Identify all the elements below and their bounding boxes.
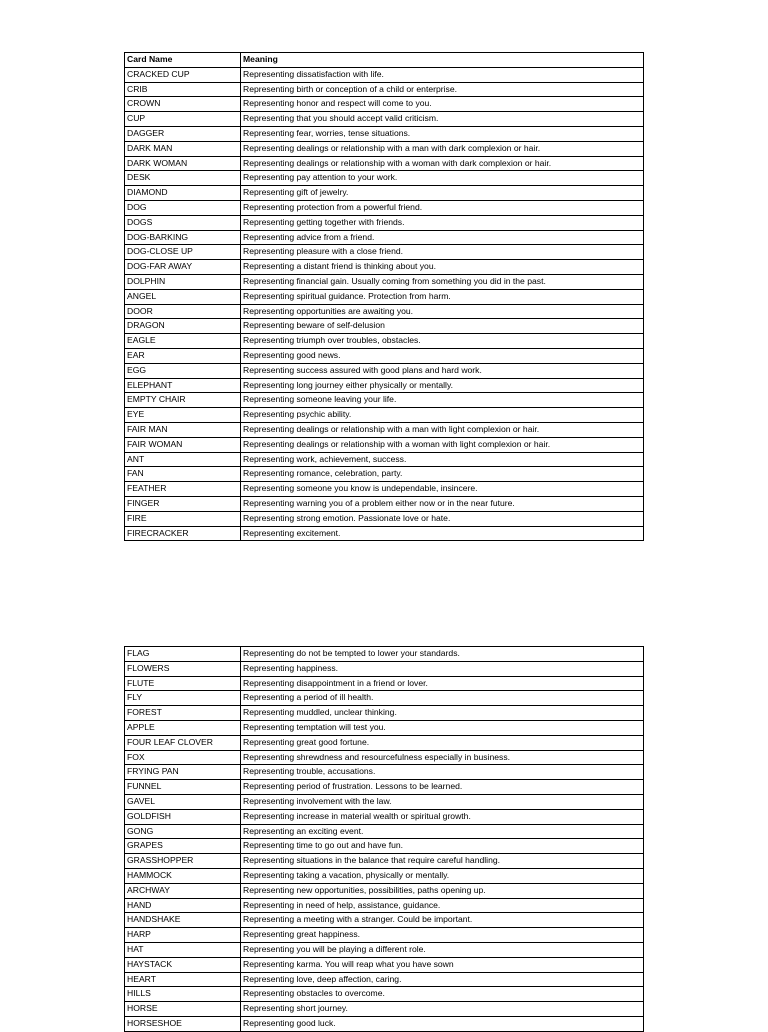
meaning-cell: Representing someone you know is undependable, insincere. [241, 482, 644, 497]
card-name-cell: DOG-BARKING [125, 230, 241, 245]
card-name-cell: CROWN [125, 97, 241, 112]
card-name-cell: FIRE [125, 511, 241, 526]
card-name-cell: EMPTY CHAIR [125, 393, 241, 408]
meaning-cell: Representing temptation will test you. [241, 720, 644, 735]
meaning-cell: Representing trouble, accusations. [241, 765, 644, 780]
meaning-cell: Representing increase in material wealth or spiritual growth. [241, 809, 644, 824]
meaning-cell: Representing opportunities are awaiting you. [241, 304, 644, 319]
card-name-header: Card Name [125, 53, 241, 68]
meaning-cell: Representing getting together with friends. [241, 215, 644, 230]
meaning-cell: Representing disappointment in a friend or lover. [241, 676, 644, 691]
card-name-cell: HAYSTACK [125, 957, 241, 972]
card-name-cell: GRAPES [125, 839, 241, 854]
card-name-cell: FAIR WOMAN [125, 437, 241, 452]
card-name-cell: HORSESHOE [125, 1016, 241, 1031]
card-meanings-table-page-1 [124, 52, 644, 541]
table-header-row [125, 53, 644, 68]
table-row [125, 156, 644, 171]
meaning-cell: Representing new opportunities, possibilities, paths opening up. [241, 883, 644, 898]
meaning-cell: Representing beware of self-delusion [241, 319, 644, 334]
table-row [125, 720, 644, 735]
card-name-cell: FRYING PAN [125, 765, 241, 780]
card-name-cell: DOG [125, 200, 241, 215]
table-row [125, 883, 644, 898]
table-row [125, 304, 644, 319]
card-name-cell: APPLE [125, 720, 241, 735]
meaning-cell: Representing taking a vacation, physically or mentally. [241, 868, 644, 883]
card-name-cell: HAND [125, 898, 241, 913]
table-row [125, 82, 644, 97]
card-name-cell: DOOR [125, 304, 241, 319]
card-name-cell: FEATHER [125, 482, 241, 497]
meaning-cell: Representing triumph over troubles, obstacles. [241, 334, 644, 349]
meaning-cell: Representing psychic ability. [241, 408, 644, 423]
card-name-cell: HARP [125, 928, 241, 943]
card-name-cell: FLUTE [125, 676, 241, 691]
card-name-cell: DRAGON [125, 319, 241, 334]
table-row [125, 67, 644, 82]
card-name-cell: FUNNEL [125, 780, 241, 795]
table-row [125, 735, 644, 750]
card-name-cell: EAGLE [125, 334, 241, 349]
card-name-cell: DOGS [125, 215, 241, 230]
table-row [125, 171, 644, 186]
table-row [125, 141, 644, 156]
table-row [125, 482, 644, 497]
table-row [125, 200, 644, 215]
table-row [125, 245, 644, 260]
meaning-cell: Representing advice from a friend. [241, 230, 644, 245]
card-name-cell: DARK MAN [125, 141, 241, 156]
meaning-cell: Representing warning you of a problem either now or in the near future. [241, 496, 644, 511]
meaning-cell: Representing do not be tempted to lower your standards. [241, 647, 644, 662]
card-name-cell: HORSE [125, 1002, 241, 1017]
meaning-cell: Representing a meeting with a stranger. Could be important. [241, 913, 644, 928]
card-name-cell: DOG-FAR AWAY [125, 260, 241, 275]
card-name-cell: ELEPHANT [125, 378, 241, 393]
table-row [125, 839, 644, 854]
card-name-cell: GOLDFISH [125, 809, 241, 824]
table-row [125, 647, 644, 662]
table-row [125, 1002, 644, 1017]
card-name-cell: ANGEL [125, 289, 241, 304]
meaning-cell: Representing protection from a powerful friend. [241, 200, 644, 215]
table-row [125, 511, 644, 526]
meaning-cell: Representing dealings or relationship with a man with light complexion or hair. [241, 422, 644, 437]
meaning-cell: Representing dealings or relationship with a man with dark complexion or hair. [241, 141, 644, 156]
table-row [125, 467, 644, 482]
meaning-header: Meaning [241, 53, 644, 68]
meaning-cell: Representing gift of jewelry. [241, 186, 644, 201]
meaning-cell: Representing muddled, unclear thinking. [241, 706, 644, 721]
meaning-cell: Representing dealings or relationship with a woman with light complexion or hair. [241, 437, 644, 452]
table-row [125, 854, 644, 869]
table-row [125, 794, 644, 809]
meaning-cell: Representing in need of help, assistance, guidance. [241, 898, 644, 913]
meaning-cell: Representing love, deep affection, caring. [241, 972, 644, 987]
table-row [125, 319, 644, 334]
meaning-cell: Representing someone leaving your life. [241, 393, 644, 408]
card-name-cell: DIAMOND [125, 186, 241, 201]
meaning-cell: Representing strong emotion. Passionate love or hate. [241, 511, 644, 526]
meaning-cell: Representing you will be playing a different role. [241, 942, 644, 957]
card-name-cell: ANT [125, 452, 241, 467]
meaning-cell: Representing romance, celebration, party. [241, 467, 644, 482]
table-row [125, 260, 644, 275]
meaning-cell: Representing dissatisfaction with life. [241, 67, 644, 82]
table-row [125, 348, 644, 363]
card-name-cell: FLOWERS [125, 661, 241, 676]
card-name-cell: FOREST [125, 706, 241, 721]
meaning-cell: Representing happiness. [241, 661, 644, 676]
meaning-cell: Representing excitement. [241, 526, 644, 541]
meaning-cell: Representing shrewdness and resourcefulness especially in business. [241, 750, 644, 765]
table-row [125, 780, 644, 795]
table-row [125, 942, 644, 957]
table-row [125, 913, 644, 928]
table-row [125, 215, 644, 230]
meaning-cell: Representing a distant friend is thinking about you. [241, 260, 644, 275]
table-row [125, 393, 644, 408]
meaning-cell: Representing a period of ill health. [241, 691, 644, 706]
card-name-cell: EGG [125, 363, 241, 378]
card-name-cell: FOX [125, 750, 241, 765]
card-name-cell: DESK [125, 171, 241, 186]
card-name-cell: FOUR LEAF CLOVER [125, 735, 241, 750]
meaning-cell: Representing long journey either physically or mentally. [241, 378, 644, 393]
card-name-cell: EYE [125, 408, 241, 423]
table-row [125, 809, 644, 824]
meaning-cell: Representing involvement with the law. [241, 794, 644, 809]
table-row [125, 691, 644, 706]
meaning-cell: Representing pay attention to your work. [241, 171, 644, 186]
meaning-cell: Representing an exciting event. [241, 824, 644, 839]
meaning-cell: Representing birth or conception of a child or enterprise. [241, 82, 644, 97]
card-name-cell: GRASSHOPPER [125, 854, 241, 869]
card-name-cell: CRACKED CUP [125, 67, 241, 82]
card-name-cell: FAIR MAN [125, 422, 241, 437]
table-row [125, 334, 644, 349]
table-row [125, 422, 644, 437]
card-name-cell: ARCHWAY [125, 883, 241, 898]
table-row [125, 972, 644, 987]
table-row [125, 661, 644, 676]
meaning-cell: Representing success assured with good plans and hard work. [241, 363, 644, 378]
card-name-cell: EAR [125, 348, 241, 363]
table-row [125, 526, 644, 541]
table-row [125, 437, 644, 452]
meaning-cell: Representing fear, worries, tense situations. [241, 126, 644, 141]
meaning-cell: Representing work, achievement, success. [241, 452, 644, 467]
card-meanings-table-page-2 [124, 646, 644, 1032]
card-name-cell: FLY [125, 691, 241, 706]
card-name-cell: HAT [125, 942, 241, 957]
meaning-cell: Representing time to go out and have fun. [241, 839, 644, 854]
table-body [125, 67, 644, 541]
meaning-cell: Representing pleasure with a close friend. [241, 245, 644, 260]
table-row [125, 289, 644, 304]
meaning-cell: Representing situations in the balance that require careful handling. [241, 854, 644, 869]
table-row [125, 126, 644, 141]
card-name-cell: DAGGER [125, 126, 241, 141]
card-name-cell: FINGER [125, 496, 241, 511]
meaning-cell: Representing good news. [241, 348, 644, 363]
table-row [125, 957, 644, 972]
table-row [125, 750, 644, 765]
meaning-cell: Representing obstacles to overcome. [241, 987, 644, 1002]
table-row [125, 928, 644, 943]
card-name-cell: CUP [125, 112, 241, 127]
table-row [125, 868, 644, 883]
meaning-cell: Representing dealings or relationship with a woman with dark complexion or hair. [241, 156, 644, 171]
meaning-cell: Representing financial gain. Usually coming from something you did in the past. [241, 274, 644, 289]
meaning-cell: Representing karma. You will reap what you have sown [241, 957, 644, 972]
table-row [125, 824, 644, 839]
meaning-cell: Representing honor and respect will come to you. [241, 97, 644, 112]
table-row [125, 186, 644, 201]
card-name-cell: FAN [125, 467, 241, 482]
table-row [125, 676, 644, 691]
card-name-cell: CRIB [125, 82, 241, 97]
table-row [125, 706, 644, 721]
card-name-cell: HILLS [125, 987, 241, 1002]
table-row [125, 408, 644, 423]
card-name-cell: HAMMOCK [125, 868, 241, 883]
table-row [125, 898, 644, 913]
meaning-cell: Representing that you should accept valid criticism. [241, 112, 644, 127]
card-name-cell: GAVEL [125, 794, 241, 809]
meaning-cell: Representing spiritual guidance. Protection from harm. [241, 289, 644, 304]
meaning-cell: Representing period of frustration. Lessons to be learned. [241, 780, 644, 795]
table-row [125, 112, 644, 127]
table-row [125, 765, 644, 780]
table-row [125, 230, 644, 245]
card-name-cell: HEART [125, 972, 241, 987]
table-row [125, 452, 644, 467]
meaning-cell: Representing great happiness. [241, 928, 644, 943]
meaning-cell: Representing good luck. [241, 1016, 644, 1031]
table-body [125, 647, 644, 1032]
card-name-cell: FIRECRACKER [125, 526, 241, 541]
meaning-cell: Representing great good fortune. [241, 735, 644, 750]
table-row [125, 274, 644, 289]
card-name-cell: DARK WOMAN [125, 156, 241, 171]
table-row [125, 496, 644, 511]
card-name-cell: DOLPHIN [125, 274, 241, 289]
card-name-cell: HANDSHAKE [125, 913, 241, 928]
meaning-cell: Representing short journey. [241, 1002, 644, 1017]
table-row [125, 97, 644, 112]
card-name-cell: GONG [125, 824, 241, 839]
card-name-cell: DOG-CLOSE UP [125, 245, 241, 260]
table-row [125, 363, 644, 378]
table-row [125, 378, 644, 393]
table-row [125, 987, 644, 1002]
card-name-cell: FLAG [125, 647, 241, 662]
